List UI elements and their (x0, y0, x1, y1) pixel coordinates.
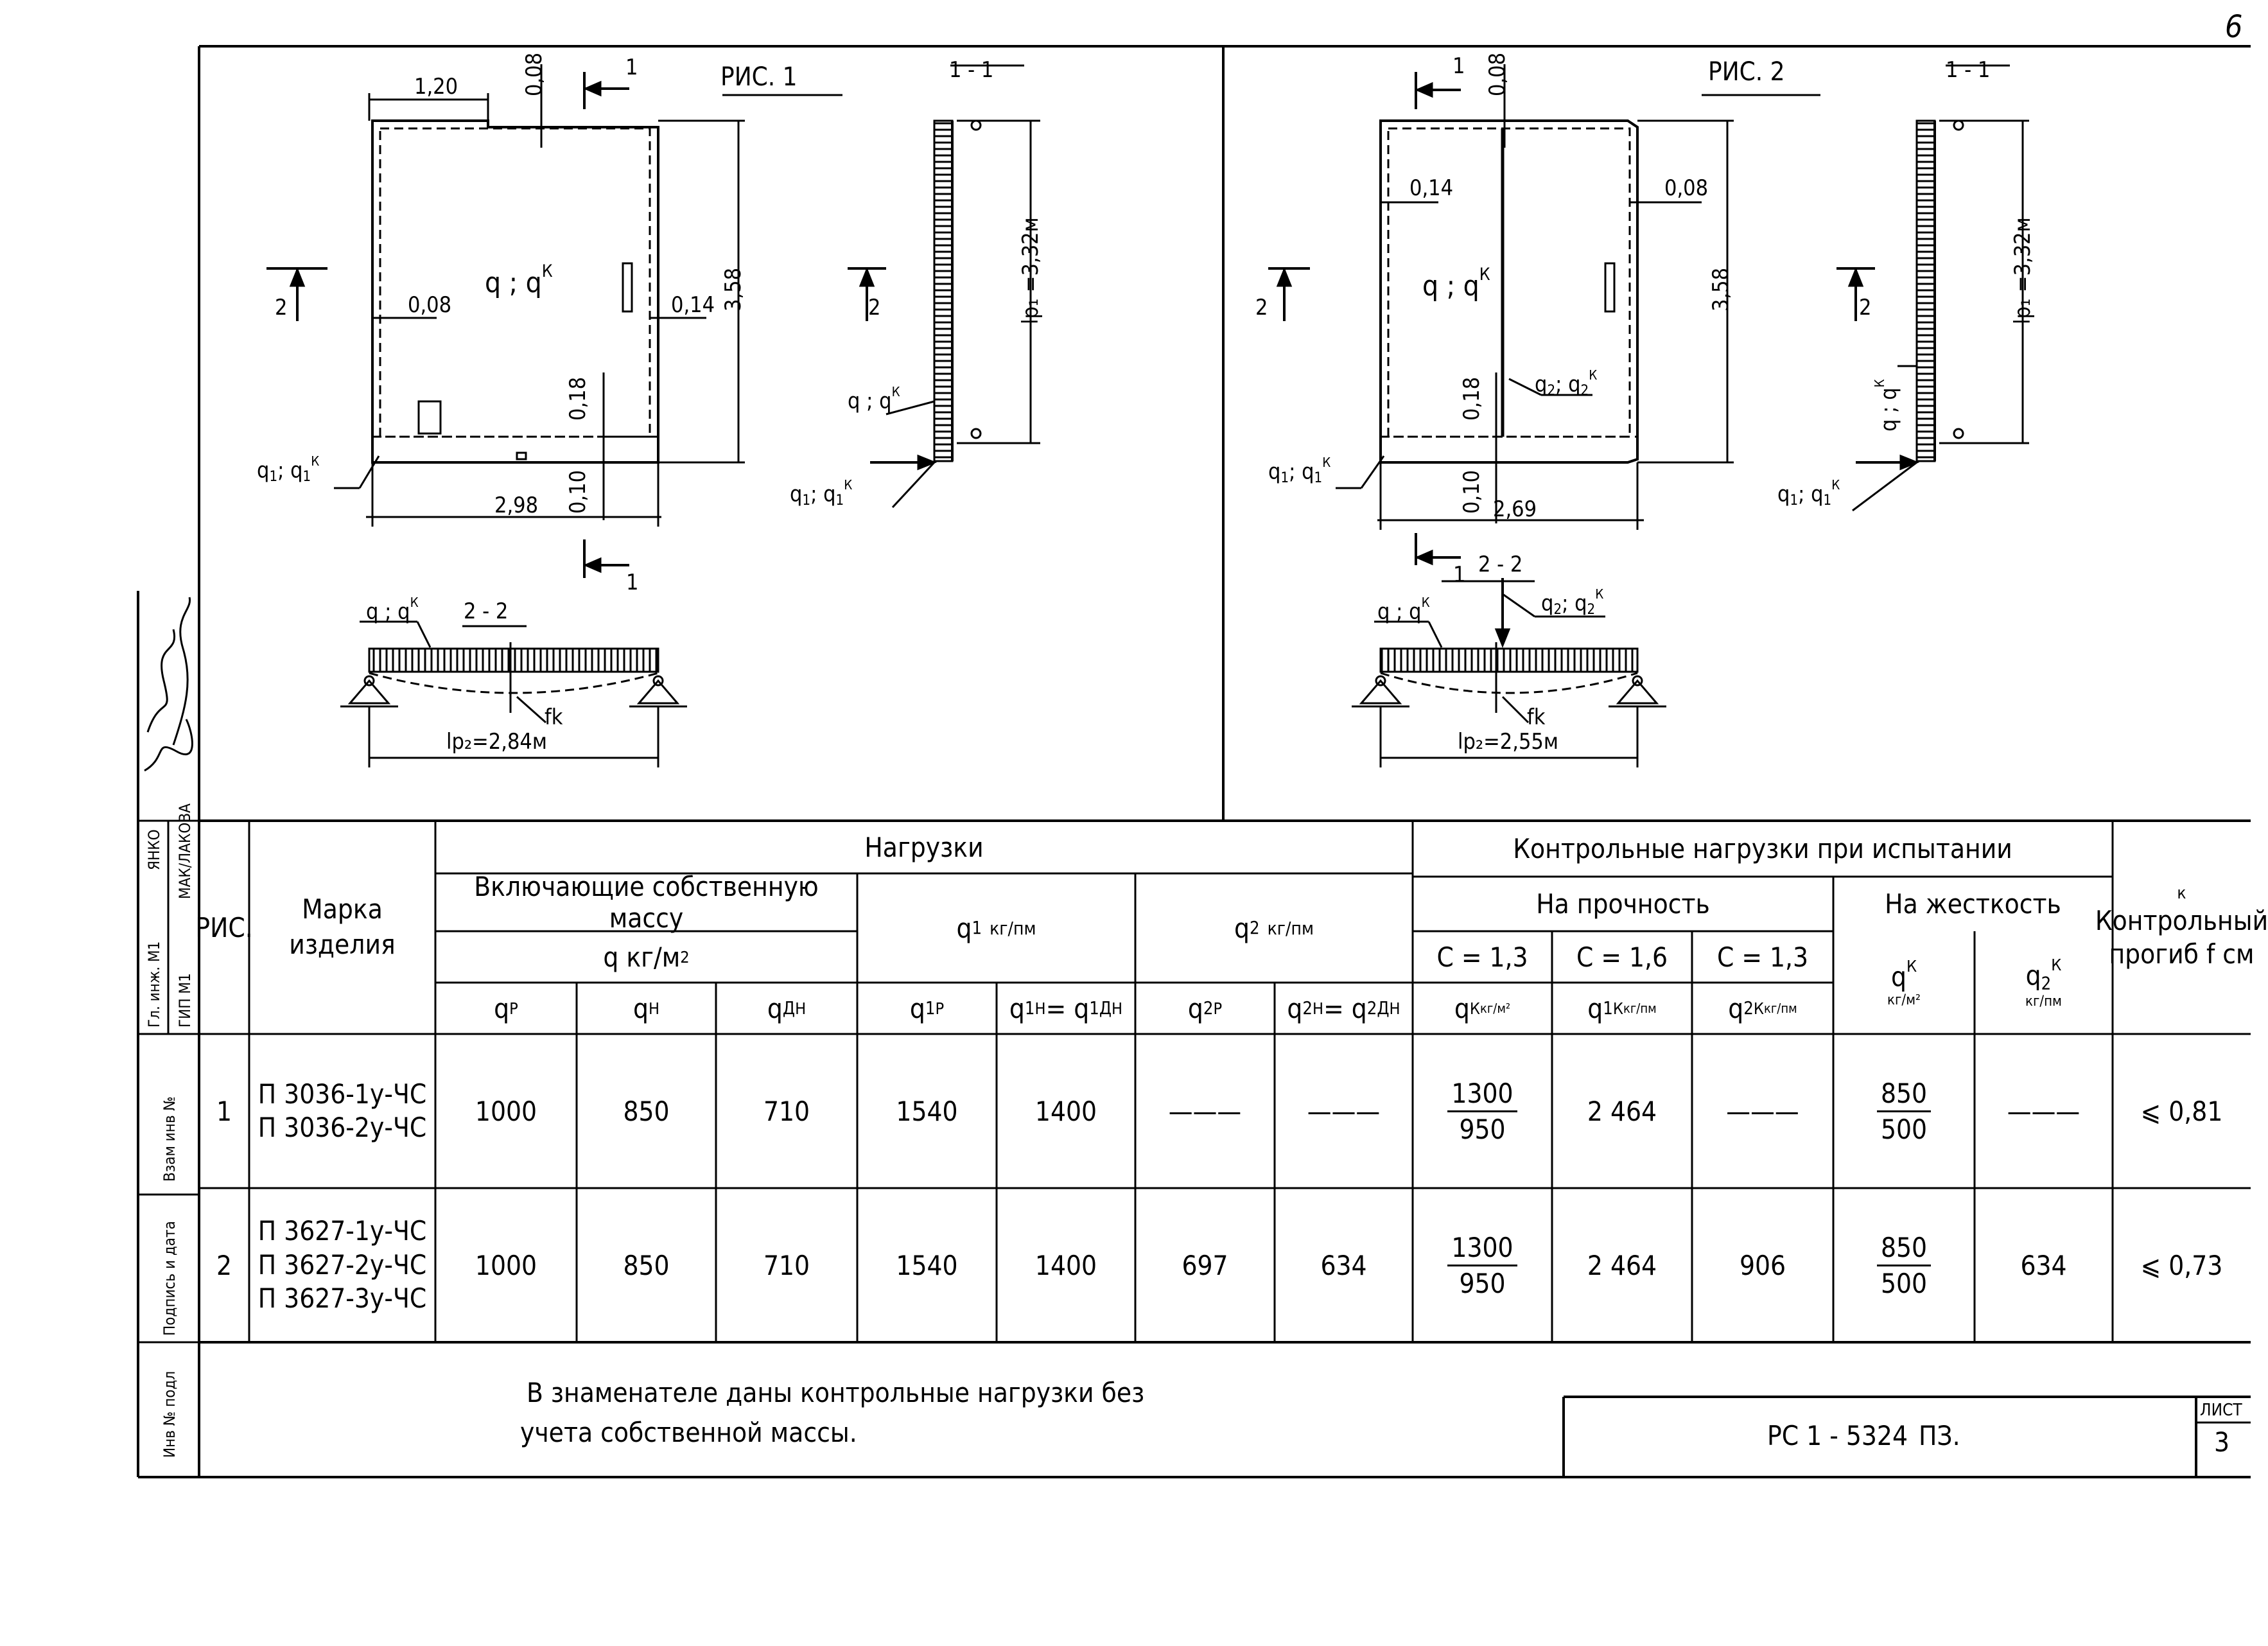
fig2-dim-2-69: 2,69 (1493, 496, 1537, 522)
fig1-cut1-bottom: 1 (626, 570, 639, 595)
th-q-unit: q кг/м 2 (603, 941, 690, 973)
fig1-section-1-1: 1 - 1 (949, 57, 994, 83)
fig2-label-q2: $q_2$; $q_2^К$ (1535, 367, 1598, 399)
note-line-2: учета собственной массы. (520, 1417, 857, 1448)
row1-ris: 1 (216, 1095, 232, 1127)
row2-c2: 2 464 (1587, 1249, 1657, 1281)
th-qn: q Н (632, 992, 660, 1024)
fig2-title: РИС. 2 (1708, 57, 1785, 87)
row1-deflection: ⩽ 0,81 (2140, 1095, 2223, 1127)
th-control: Контрольные нагрузки при испытании (1513, 833, 2012, 864)
row2-c1: $\frac{1300}{950}$ (1413, 1188, 1552, 1342)
th-stiffness: На жесткость (1885, 888, 2061, 920)
row1-stiff-qk: $\frac{850}{500}$ (1833, 1034, 1975, 1188)
fig1-cut2: 2 (275, 295, 288, 320)
stamp-name-2: МАК/ЛАКОВА (176, 803, 194, 899)
fig1-22-label-q: q ; $q^К$ (366, 595, 419, 625)
fig1-lp2: lp₂=2,84м (446, 729, 547, 755)
row2-stiff-q2k: 634 (2020, 1249, 2067, 1281)
th-qp: q Р (494, 992, 518, 1024)
row1-marks: П 3036-1у-ЧС П 3036-2у-ЧС (257, 1078, 427, 1143)
row2-q1p: 1540 (896, 1249, 958, 1281)
th-q1: q 1 кг/пм (956, 912, 1036, 944)
fig1-section-2-2: 2 - 2 (464, 599, 509, 624)
row1-c1: $\frac{1300}{950}$ (1413, 1034, 1552, 1188)
fig2-dim-0-10: 0,10 (1459, 469, 1485, 514)
th-q2n: q 2 Н = q 2Д Н (1287, 992, 1400, 1024)
fig1-label-q1: $q_1$; $q_1^К$ (257, 453, 320, 485)
th-stiff-q2k: $q_2^К$ кг/пм (2025, 955, 2062, 1010)
row1-c2: 2 464 (1587, 1095, 1657, 1127)
title-doc: ПЗ. (1919, 1420, 1960, 1451)
th-qd: q Д Н (767, 992, 807, 1024)
stamp-field-signature: Подпись и дата (161, 1221, 179, 1336)
row1-qp: 1000 (475, 1095, 537, 1127)
fig2-sec-cut2: 2 (1859, 295, 1872, 320)
stamp-field-inv: Инв № подл (161, 1370, 179, 1458)
fig1-cut1-top: 1 (625, 55, 638, 80)
fig2-section-1-1: 1 - 1 (1946, 57, 1991, 83)
fig1-title: РИС. 1 (720, 62, 798, 92)
row1-q1n: 1400 (1034, 1095, 1097, 1127)
stamp-name-1: ЯНКО (145, 829, 163, 870)
fig2-dim-0-08-right: 0,08 (1664, 175, 1709, 201)
fig1-sec-cut2: 2 (868, 295, 881, 320)
fig1-dim-0-08-top: 0,08 (521, 52, 547, 96)
fig2-label-q: q ; $q^К$ (1422, 265, 1490, 302)
title-code: РС 1 - 5324 (1767, 1420, 1908, 1451)
th-q2k: q 2 К кг/пм (1728, 992, 1797, 1024)
fig1-dim-0-10: 0,10 (565, 469, 591, 514)
row1-stiff-q2k: ——— (2007, 1095, 2080, 1127)
row1-q1p: 1540 (896, 1095, 958, 1127)
row2-stiff-qk: $\frac{850}{500}$ (1833, 1188, 1975, 1342)
th-strength: На прочность (1536, 888, 1710, 920)
fig1-dim-0-14: 0,14 (671, 292, 715, 318)
th-c1: С = 1,3 (1436, 941, 1528, 973)
fig1-fk: fk (545, 705, 563, 730)
row2-c3: 906 (1739, 1249, 1786, 1281)
fig1-dim-2-98: 2,98 (494, 493, 539, 518)
stamp-role-1: Гл. инж. М1 (145, 941, 163, 1028)
fig1-label-q: q ; $q^К$ (485, 261, 553, 299)
th-marka: Марка изделия (289, 893, 396, 960)
fig1-dim-0-18: 0,18 (565, 376, 591, 421)
row2-deflection: ⩽ 0,73 (2140, 1249, 2223, 1281)
th-q2p: q 2 Р (1187, 992, 1223, 1024)
row2-qn: 850 (623, 1249, 670, 1281)
row1-q2n: ——— (1307, 1095, 1381, 1127)
row2-q1n: 1400 (1034, 1249, 1097, 1281)
fig1-sec-label-q1: $q_1$; $q_1^К$ (790, 477, 853, 509)
page-number: 6 (2225, 9, 2243, 45)
row1-q2p: ——— (1168, 1095, 1242, 1127)
row1-qn: 850 (623, 1095, 670, 1127)
th-deflection: к Контрольный прогиб f см (2095, 884, 2268, 970)
stamp-field-replace: Взам инв № (161, 1096, 179, 1182)
fig1-dim-1-20: 1,20 (414, 74, 458, 100)
fig2-fk: fk (1527, 705, 1546, 730)
th-incl-mass: Включающие собственную массу (474, 871, 819, 934)
note-line-1: В знаменателе даны контрольные нагрузки без (527, 1377, 1145, 1408)
th-q1k: q 1 К кг/пм (1587, 992, 1657, 1024)
fig2-cut1-top: 1 (1452, 53, 1465, 79)
th-ris: РИС. (195, 911, 253, 943)
fig2-sec-label-q1: $q_1$; $q_1^К$ (1777, 477, 1840, 509)
title-sheet-label: ЛИСТ (2200, 1401, 2242, 1420)
title-sheet-number: 3 (2214, 1426, 2230, 1458)
fig2-22-label-q: q ; $q^К$ (1377, 595, 1430, 625)
row2-qp: 1000 (475, 1249, 537, 1281)
row2-marks: П 3627-1у-ЧС П 3627-2у-ЧС П 3627-3у-ЧС (257, 1215, 427, 1315)
fig2-label-q1: $q_1$; $q_1^К$ (1268, 455, 1331, 486)
th-c3: С = 1,3 (1716, 941, 1809, 973)
row2-q2p: 697 (1182, 1249, 1228, 1281)
fig2-cut2: 2 (1255, 295, 1268, 320)
th-nagruzki: Нагрузки (864, 831, 984, 863)
stamp-role-2: ГИП М1 (176, 973, 194, 1028)
th-stiff-qk: $q^К$ кг/м² (1887, 956, 1921, 1009)
fig2-sec-label-q: q ; $q^К$ (1872, 379, 1902, 432)
fig2-section-2-2: 2 - 2 (1478, 552, 1523, 577)
th-q1n: q 1 Н = q 1Д Н (1009, 992, 1123, 1024)
row2-qd: 710 (763, 1249, 810, 1281)
fig2-cut1-bottom: 1 (1453, 562, 1466, 588)
fig2-22-label-q2: $q_2$; $q_2^К$ (1541, 586, 1604, 618)
fig2-lp1: lp₁ =3,32м (2010, 217, 2036, 324)
th-q2: q 2 кг/пм (1234, 912, 1314, 944)
row1-qd: 710 (763, 1095, 810, 1127)
fig1-dim-3-58: 3,58 (720, 267, 746, 311)
row2-q2n: 634 (1320, 1249, 1367, 1281)
fig2-dim-0-14: 0,14 (1409, 175, 1454, 201)
row2-ris: 2 (216, 1249, 232, 1281)
fig2-dim-0-18: 0,18 (1459, 376, 1485, 421)
th-q1p: q 1 Р (909, 992, 945, 1024)
th-c2: С = 1,6 (1576, 941, 1668, 973)
fig1-sec-label-q: q ; $q^К$ (848, 384, 900, 414)
th-qk: q К кг/м² (1454, 992, 1511, 1024)
fig2-dim-0-08-top: 0,08 (1485, 52, 1510, 96)
row1-c3: ——— (1726, 1095, 1799, 1127)
fig2-lp2: lp₂=2,55м (1458, 729, 1558, 755)
fig2-dim-3-58: 3,58 (1708, 267, 1734, 311)
fig1-dim-0-08: 0,08 (408, 292, 452, 318)
fig1-lp1: lp₁ =3,32м (1018, 217, 1043, 324)
